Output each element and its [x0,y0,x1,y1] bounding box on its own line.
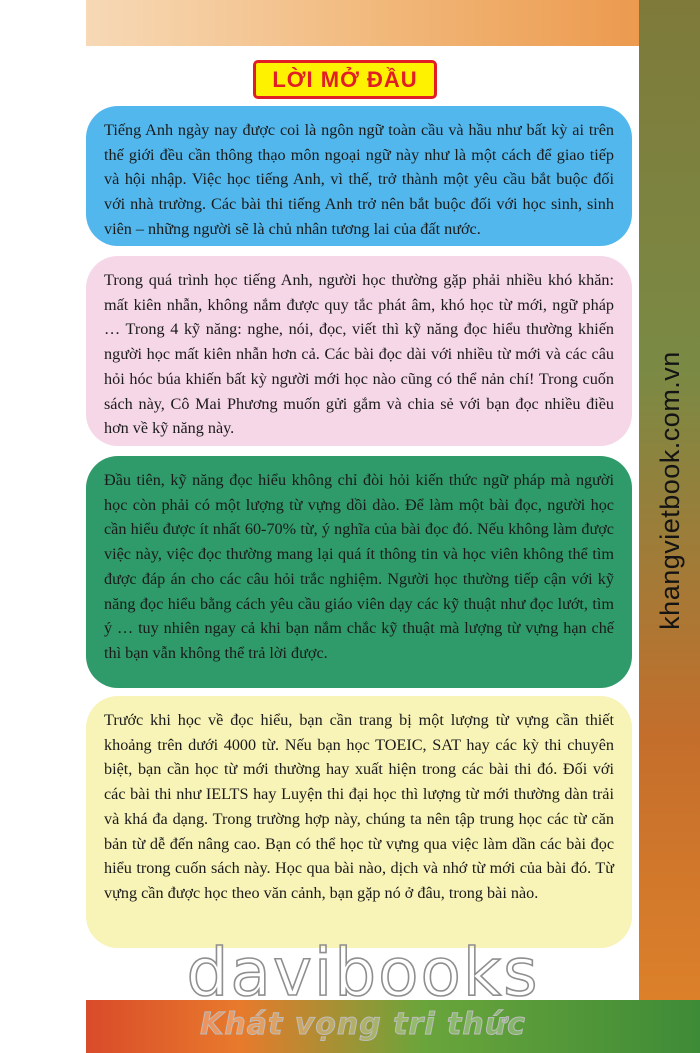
paragraph-text-1: Tiếng Anh ngày nay được coi là ngôn ngữ toàn cầu và hầu như bất kỳ ai trên thế giới đều cần thông thạo môn ngoại ngữ này như là một cách để giao tiếp và hội nhập. Việc học tiếng Anh, vì thế, trở thành một yêu cầu bắt buộc đối với nhà trường. Các bài thi tiếng Anh trở nên bắt buộc đối với học sinh, sinh viên – những người sẽ là chủ nhân tương lai của đất nước. [104,121,614,238]
paragraph-text-4: Trước khi học về đọc hiểu, bạn cần trang bị một lượng từ vựng cần thiết khoảng trên dưới 4000 từ. Nếu bạn học TOEIC, SAT hay các kỳ thi chuyên biệt, bạn cần học từ mới thường hay xuất hiện trong các bài thi đó. Đối với các bài thi như IELTS hay Luyện thi đại học thì lượng từ mới thường dàn trải và khá đa dạng. Trong trường hợp này, chúng ta nên tập trung học các từ căn bản từ dễ đến nâng cao. Bạn có thể học từ vựng qua việc làm dần các bài đọc hiểu trong cuốn sách này. Học qua bài nào, dịch và nhớ từ mới của bài đó. Từ vựng cần được học theo văn cảnh, bạn gặp nó ở đâu, trong bài nào. [104,711,614,902]
paragraph-panel-4 [86,696,632,948]
paragraph-panel-3 [86,456,632,688]
side-url-text: khangvietbook.com.vn [654,350,685,630]
paragraph-text-2: Trong quá trình học tiếng Anh, người học thường gặp phải nhiều khó khăn: mất kiên nhẫn, không nắm được quy tắc phát âm, khó học từ mới, ngữ pháp … Trong 4 kỹ năng: nghe, nói, đọc, viết thì kỹ năng đọc hiểu thường khiến người học mất kiên nhẫn hơn cả. Các bài đọc dài với nhiều từ mới và các câu hỏi hóc búa khiến bất kỳ người mới học nào cũng có thể nản chí! Trong cuốn sách này, Cô Mai Phương muốn gửi gắm và chia sẻ với bạn đọc nhiều điều hơn về kỹ năng này. [104,271,614,438]
paragraph-panel-1 [86,106,632,246]
paragraph-panel-2 [86,256,632,446]
watermark-slogan: Khát vọng tri thức [200,1007,526,1042]
side-url-container [646,340,694,640]
watermark-brand: davibooks [186,934,540,1011]
top-decor-stripe [86,0,642,46]
page-title: LỜI MỞ ĐẦU [253,60,437,99]
paragraph-text-3: Đầu tiên, kỹ năng đọc hiểu không chỉ đòi hỏi kiến thức ngữ pháp mà người học còn phải có một lượng từ vựng dồi dào. Để làm một bài đọc, người học cần hiểu được ít nhất 60-70% từ, ý nghĩa của bài đọc đó. Nếu không làm được việc này, việc đọc thường mang lại quá ít thông tin và học viên không thể tìm được đáp án cho các câu hỏi trắc nghiệm. Người học thường tiếp cận với kỹ năng đọc hiểu bằng cách yêu cầu giáo viên dạy các kỹ thuật như đọc lướt, tìm ý … tuy nhiên ngay cả khi bạn nắm chắc kỹ thuật mà lượng từ vựng hạn chế thì bạn vẫn không thể trả lời được. [104,471,614,662]
